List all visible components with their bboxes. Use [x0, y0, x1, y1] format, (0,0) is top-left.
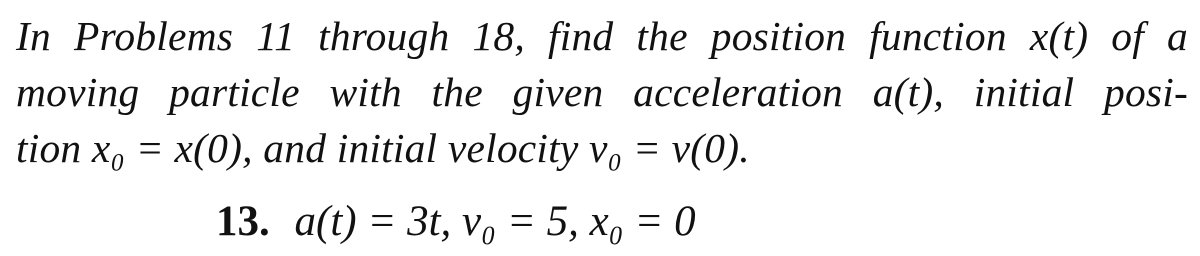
instructions-line-1: In Problems 11 through 18, find the position function x(t) of a [16, 13, 1188, 59]
instructions-line-2: moving particle with the given acceleration a(t), initial posi- [16, 69, 1188, 115]
instructions-line-3: tion x₀ = x(0), and initial velocity v₀ = v(0). [16, 125, 750, 171]
problem-number: 13. [216, 198, 270, 245]
problem-expression: a(t) = 3t, v₀ = 5, x₀ = 0 [294, 198, 696, 245]
problem-13 [216, 194, 696, 250]
problem-instructions [16, 8, 1188, 176]
